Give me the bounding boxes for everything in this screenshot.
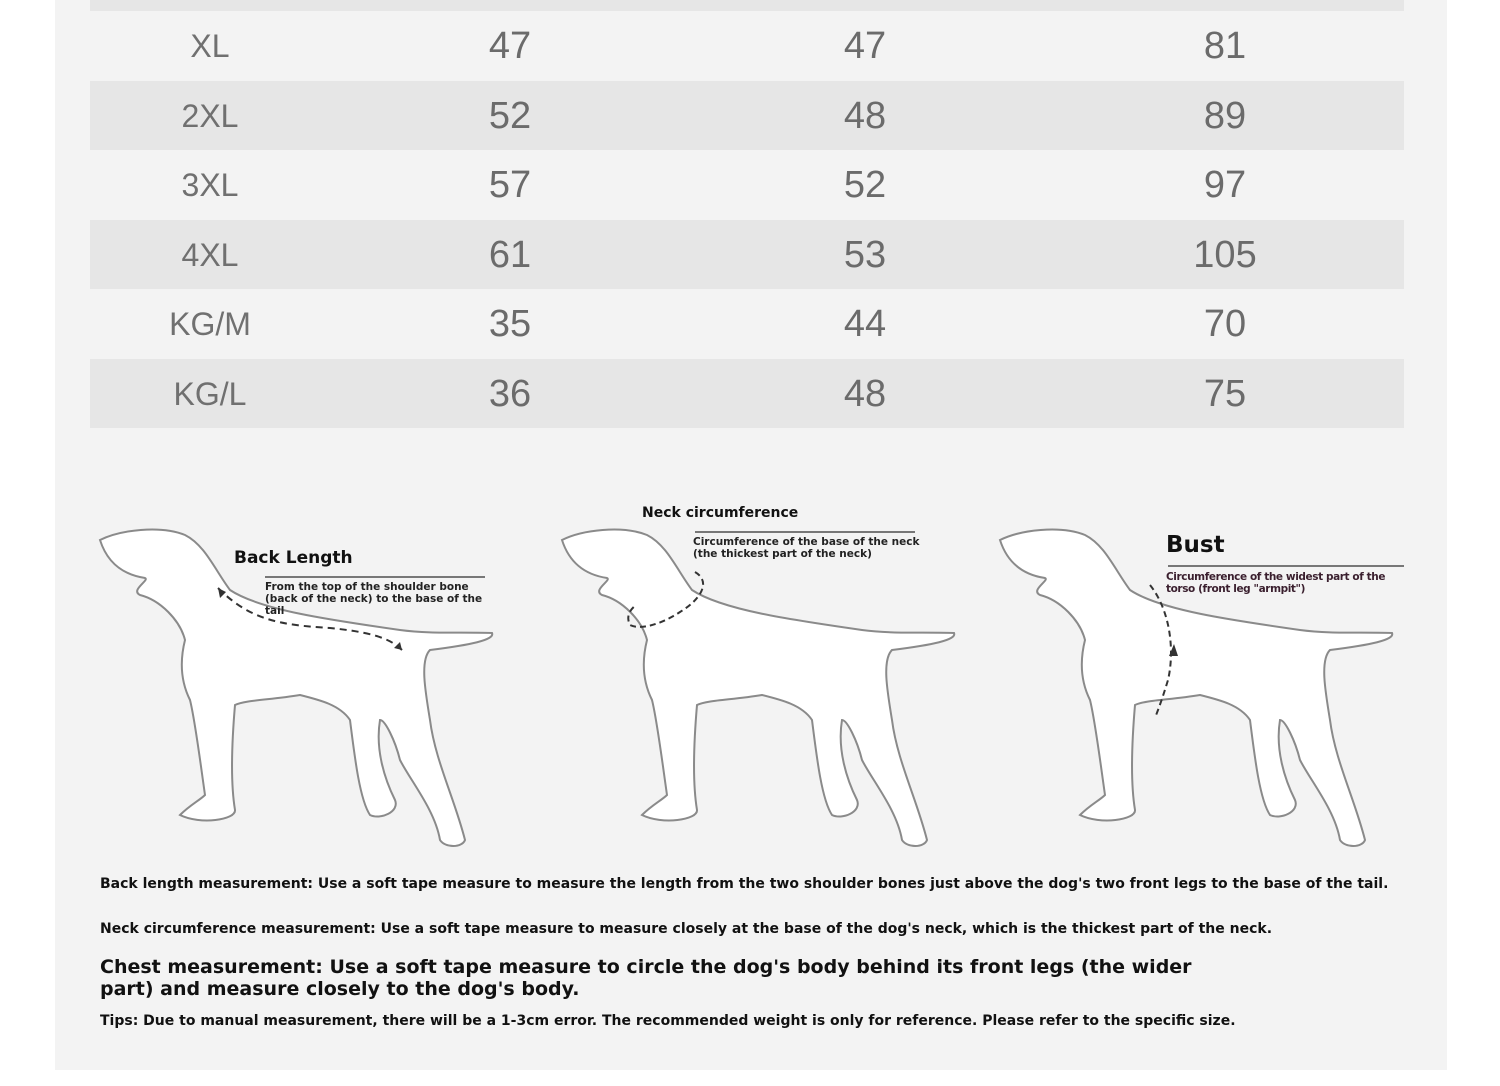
cell-bust: 97: [1203, 164, 1247, 206]
bust-title: Bust: [1166, 532, 1225, 558]
chest-note: Chest measurement: Use a soft tape measure to circle the dog's body behind its front legs (the wider part) and measure closely to the dog's body.: [100, 956, 1192, 1000]
cell-neck: 52: [843, 164, 887, 206]
cell-size: XL: [190, 28, 230, 64]
cell-back-length: 61: [488, 234, 532, 276]
dog-silhouette-neck: [562, 530, 954, 846]
bust-desc: Circumference of the widest part of the torso (front leg "armpit"): [1166, 571, 1386, 595]
back-length-title: Back Length: [234, 548, 353, 568]
cell-bust: 81: [1203, 25, 1247, 67]
cell-bust: 105: [1193, 234, 1257, 276]
cell-back-length: 57: [488, 164, 532, 206]
cell-size: 4XL: [181, 237, 239, 273]
back-length-desc: From the top of the shoulder bone (back of the neck) to the base of the tail: [265, 581, 483, 617]
cell-size: 2XL: [181, 98, 239, 134]
divider: [265, 576, 485, 578]
cell-neck: 48: [843, 373, 887, 415]
cell-neck: 48: [843, 95, 887, 137]
cell-size: KG/L: [173, 376, 247, 412]
cell-neck: 44: [843, 303, 887, 345]
back-length-note: Back length measurement: Use a soft tape measure to measure the length from the two shoulder bones just above the dog's two front legs to the base of the tail.: [100, 876, 1389, 892]
neck-title: Neck circumference: [642, 505, 799, 521]
cell-back-length: 36: [488, 373, 532, 415]
cell-size: KG/M: [169, 306, 251, 342]
cell-back-length: 47: [488, 25, 532, 67]
cell-back-length: 35: [488, 303, 532, 345]
cell-bust: 75: [1203, 373, 1247, 415]
cell-bust: 89: [1203, 95, 1247, 137]
cell-size: 3XL: [181, 167, 239, 203]
divider: [1168, 565, 1404, 567]
cell-neck: 53: [843, 234, 887, 276]
tips-note: Tips: Due to manual measurement, there will be a 1-3cm error. The recommended weight is only for reference. Please refer to the specific size.: [100, 1013, 1236, 1029]
cell-neck: 47: [843, 25, 887, 67]
divider: [695, 531, 915, 533]
neck-note: Neck circumference measurement: Use a soft tape measure to measure closely at the base of the dog's neck, which is the thickest part of the neck.: [100, 921, 1273, 937]
neck-desc: Circumference of the base of the neck (the thickest part of the neck): [693, 536, 920, 560]
cell-bust: 70: [1203, 303, 1247, 345]
cell-back-length: 52: [488, 95, 532, 137]
